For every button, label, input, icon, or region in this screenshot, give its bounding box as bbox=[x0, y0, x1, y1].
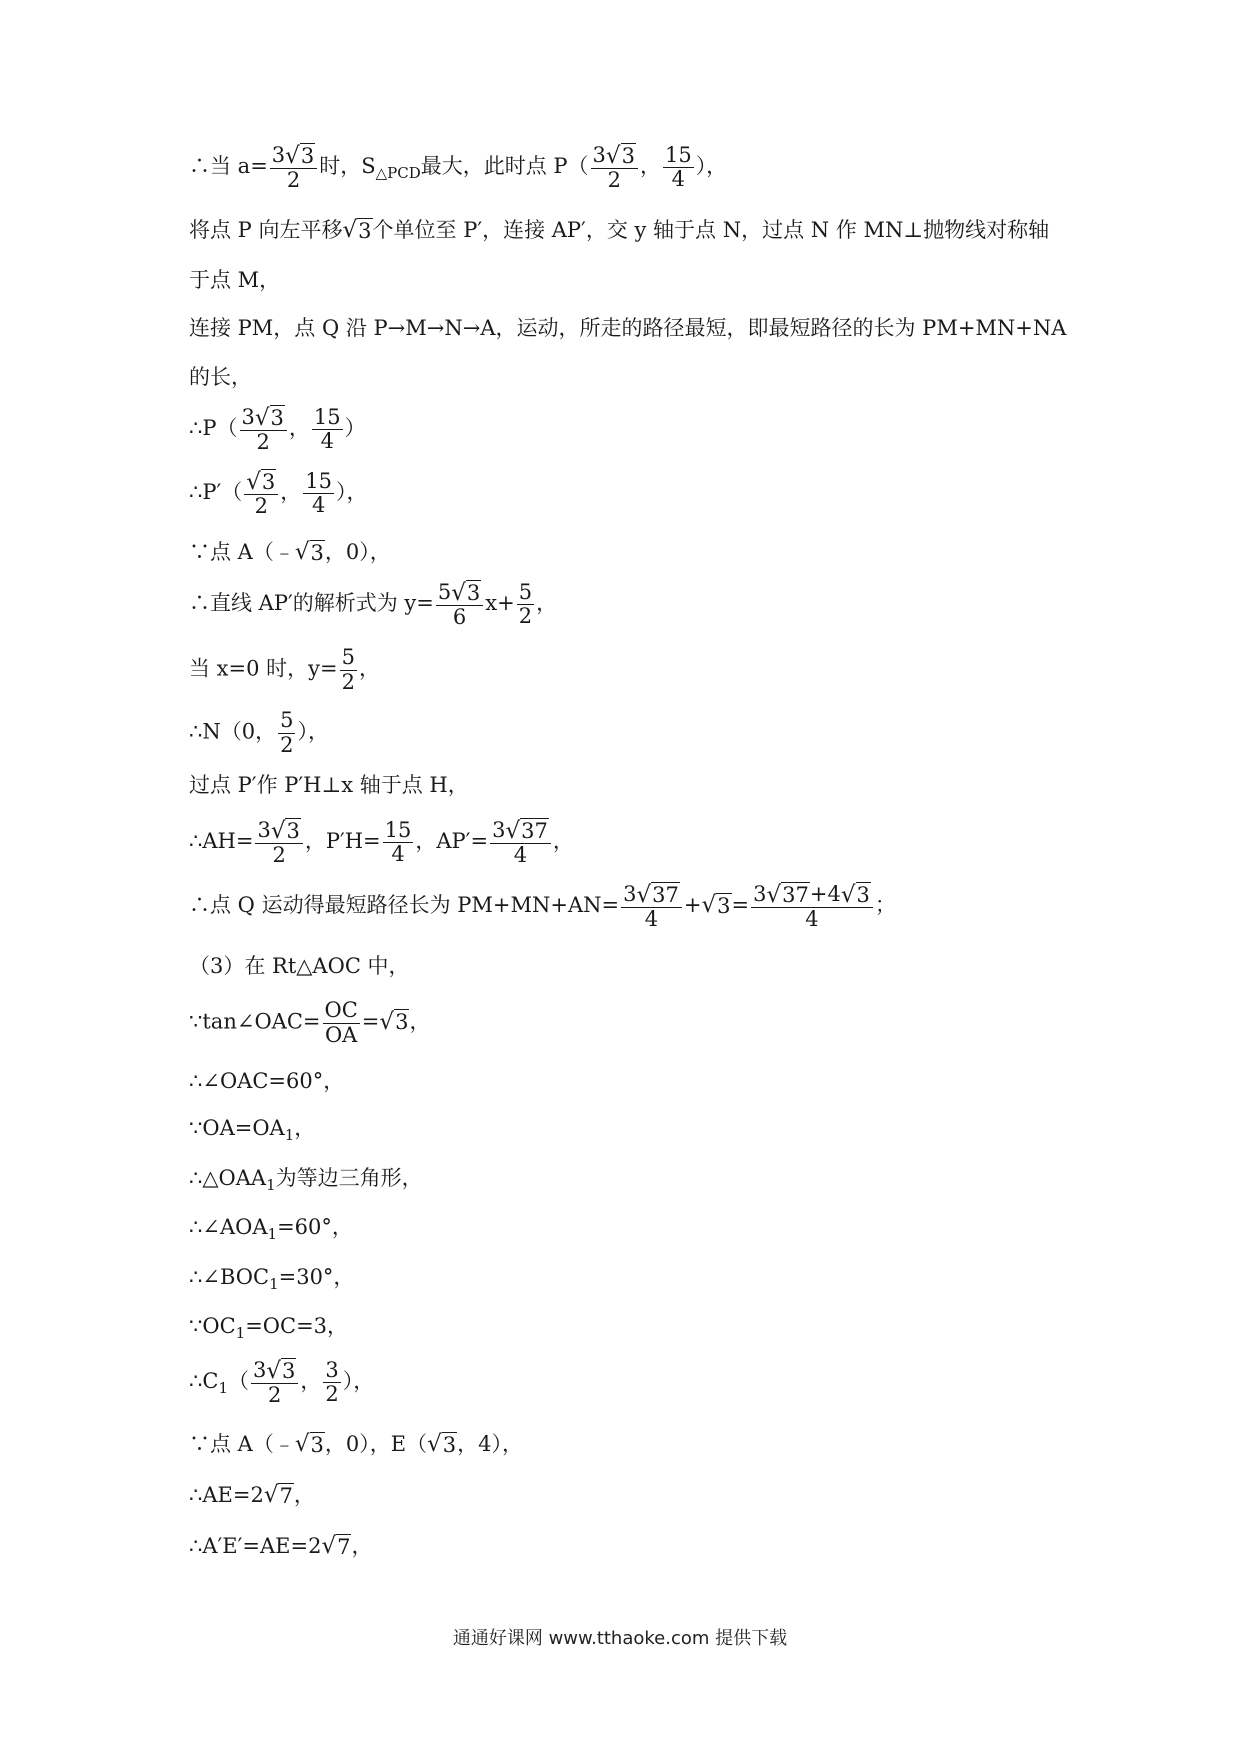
radicand: 3 bbox=[310, 1432, 324, 1457]
fraction bbox=[517, 581, 534, 629]
fraction-denominator: 2 bbox=[280, 732, 294, 757]
text-run: ∴A′E′=AE=2 bbox=[189, 1534, 322, 1559]
coefficient: 3 bbox=[492, 818, 506, 843]
coefficient: 5 bbox=[437, 580, 452, 605]
text-run: ∴∠OAC=60°， bbox=[189, 1068, 345, 1093]
text-run: 时，S bbox=[319, 154, 376, 179]
radical-sign: √ bbox=[294, 1431, 310, 1458]
fraction bbox=[663, 144, 694, 192]
square-root bbox=[266, 1358, 296, 1382]
radical-sign: √ bbox=[451, 579, 466, 606]
solution-line bbox=[189, 469, 1110, 518]
subscript: 1 bbox=[284, 1126, 295, 1145]
fraction-numerator bbox=[255, 818, 302, 844]
numerator-text: 15 bbox=[313, 404, 341, 429]
fraction-numerator bbox=[751, 882, 873, 908]
radical-sign: √ bbox=[505, 817, 521, 844]
fraction-numerator bbox=[436, 580, 483, 606]
square-root bbox=[701, 893, 731, 917]
fraction-numerator bbox=[490, 818, 551, 844]
page-footer: 通通好课网 www.tthaoke.com 提供下载 bbox=[452, 1628, 788, 1649]
text-run: ∴AE=2 bbox=[189, 1483, 264, 1508]
fraction bbox=[591, 143, 638, 192]
radicand: 37 bbox=[521, 819, 548, 844]
fraction-denominator: 4 bbox=[311, 493, 326, 518]
fraction-denominator: 2 bbox=[518, 604, 533, 629]
coefficient: 3 bbox=[753, 882, 767, 907]
radical-sign: √ bbox=[605, 142, 621, 169]
square-root bbox=[342, 218, 372, 242]
fraction-denominator: 4 bbox=[644, 907, 659, 932]
square-root bbox=[295, 540, 325, 564]
radicand: 3 bbox=[282, 1359, 296, 1384]
radicand: 3 bbox=[270, 406, 284, 431]
solution-line bbox=[189, 1267, 1110, 1292]
solution-line bbox=[189, 1068, 1110, 1093]
text-run: + bbox=[683, 893, 702, 918]
solution-line bbox=[189, 1534, 1110, 1558]
coefficient: 3 bbox=[623, 882, 637, 907]
fraction-numerator bbox=[303, 470, 334, 495]
fraction bbox=[751, 882, 873, 931]
coefficient: 3 bbox=[241, 405, 255, 430]
subscript: △PCD bbox=[375, 164, 421, 183]
text-run: ， bbox=[351, 1534, 373, 1559]
solution-line bbox=[189, 1432, 1110, 1456]
radicand: 3 bbox=[717, 894, 731, 919]
numerator-text: 5 bbox=[341, 644, 355, 669]
square-root bbox=[255, 405, 285, 429]
radical-sign: √ bbox=[379, 1008, 395, 1035]
solution-line bbox=[189, 1118, 1110, 1143]
fraction-numerator bbox=[340, 646, 357, 671]
coefficient: 3 bbox=[252, 1358, 267, 1383]
numerator-text: 3 bbox=[325, 1357, 339, 1382]
fraction-numerator bbox=[591, 143, 638, 169]
numerator-text: 5 bbox=[518, 579, 533, 604]
radical-sign: √ bbox=[263, 1482, 279, 1509]
square-root bbox=[295, 1432, 325, 1456]
fraction bbox=[323, 999, 360, 1047]
text-run: ， bbox=[288, 416, 310, 441]
radicand: 3 bbox=[261, 470, 276, 495]
text-run: ； bbox=[874, 893, 896, 918]
radicand: 3 bbox=[358, 218, 372, 243]
radicand: 3 bbox=[286, 819, 300, 844]
text-run: （ bbox=[227, 1369, 249, 1394]
fraction-numerator bbox=[383, 819, 414, 844]
fraction bbox=[621, 882, 682, 931]
coefficient: 3 bbox=[271, 143, 286, 168]
square-root bbox=[636, 882, 679, 906]
text-run: ∴∠BOC bbox=[189, 1265, 270, 1290]
text-run: ∵tan∠OAC= bbox=[189, 1009, 321, 1034]
radicand: 3 bbox=[856, 883, 870, 908]
text-run: 将点 P 向左平移 bbox=[189, 218, 343, 243]
text-run: = bbox=[361, 1009, 380, 1034]
fraction-denominator: 2 bbox=[341, 669, 355, 694]
fraction-numerator bbox=[244, 469, 278, 495]
solution-line bbox=[189, 540, 1110, 564]
fraction bbox=[244, 469, 278, 518]
numerator-text: 15 bbox=[664, 142, 692, 167]
radical-sign: √ bbox=[266, 1357, 282, 1384]
fraction-denominator: 4 bbox=[320, 429, 334, 454]
radicand: 7 bbox=[279, 1483, 293, 1508]
radical-sign: √ bbox=[294, 539, 310, 566]
text-run: ， bbox=[552, 829, 574, 854]
solution-line bbox=[189, 580, 1110, 629]
solution-line bbox=[189, 709, 1110, 757]
radical-sign: √ bbox=[246, 468, 261, 495]
text-run: ）， bbox=[297, 719, 329, 744]
text-run: ， bbox=[536, 591, 558, 616]
fraction-numerator bbox=[312, 406, 343, 431]
fraction bbox=[303, 470, 334, 518]
square-root bbox=[379, 1009, 409, 1033]
solution-line bbox=[189, 999, 1110, 1047]
text-run: ∴AH= bbox=[189, 829, 254, 854]
radicand: 7 bbox=[337, 1534, 351, 1559]
radicand: 3 bbox=[300, 144, 315, 169]
text-run: ，4）， bbox=[457, 1432, 523, 1457]
radical-sign: √ bbox=[427, 1431, 442, 1458]
coefficient: 3 bbox=[257, 818, 271, 843]
text-run: ， bbox=[293, 1483, 315, 1508]
radicand: 3 bbox=[310, 540, 324, 565]
text-run: 个单位至 P′，连接 AP′，交 y 轴于点 N，过点 N 作 MN⊥抛物线对称轴 bbox=[372, 218, 1050, 243]
text-run: ，P′H= bbox=[304, 829, 381, 854]
solution-line bbox=[189, 953, 1110, 978]
radical-sign: √ bbox=[840, 881, 856, 908]
solution-line bbox=[189, 1217, 1110, 1242]
text-run: 为等边三角形， bbox=[275, 1166, 423, 1191]
radicand: 37 bbox=[782, 883, 809, 908]
solution-line bbox=[189, 882, 1110, 931]
fraction-denominator: 4 bbox=[671, 167, 685, 192]
solution-line bbox=[189, 772, 1110, 797]
text-run: （3）在 Rt△AOC 中， bbox=[189, 953, 410, 978]
text-run: ∵OA=OA bbox=[189, 1116, 285, 1141]
text-run: ）， bbox=[695, 154, 728, 179]
text-run: ∴C bbox=[189, 1369, 219, 1394]
fraction-numerator bbox=[663, 144, 694, 169]
solution-line bbox=[189, 405, 1110, 454]
coefficient: 3 bbox=[592, 143, 606, 168]
fraction bbox=[251, 1358, 298, 1407]
fraction-numerator bbox=[270, 143, 317, 169]
text-run: ∴直线 AP′的解析式为 y= bbox=[189, 591, 434, 616]
text-run: ） bbox=[344, 416, 366, 441]
text-run: ∵点 A（﹣ bbox=[189, 1432, 295, 1457]
fraction-denominator: 2 bbox=[286, 168, 301, 193]
text-run: ∵OC bbox=[189, 1314, 236, 1339]
solution-line bbox=[189, 818, 1110, 867]
text-run: ∴P（ bbox=[189, 416, 238, 441]
square-root bbox=[766, 882, 809, 906]
numerator-term: +4 bbox=[809, 882, 841, 907]
numerator-text: 5 bbox=[280, 707, 294, 732]
square-root bbox=[606, 143, 636, 167]
fraction bbox=[340, 646, 357, 694]
numerator-text: OC bbox=[324, 997, 358, 1022]
fraction-numerator bbox=[251, 1358, 298, 1384]
fraction-denominator: 2 bbox=[254, 494, 268, 519]
fraction-numerator bbox=[621, 882, 682, 908]
fraction-denominator: 4 bbox=[391, 842, 405, 867]
text-run: ， bbox=[294, 1116, 316, 1141]
text-run: ∴N（0， bbox=[189, 719, 277, 744]
radicand: 3 bbox=[395, 1010, 409, 1035]
solution-line bbox=[189, 218, 1110, 242]
text-run: 连接 PM，点 Q 沿 P→M→N→A，运动，所走的路径最短，即最短路径的长为 PM+MN+NA bbox=[189, 315, 1067, 340]
text-run: = bbox=[731, 893, 750, 918]
subscript: 1 bbox=[218, 1379, 228, 1398]
text-run: ∴点 Q 运动得最短路径长为 PM+MN+AN= bbox=[189, 893, 620, 918]
text-run: =60°， bbox=[277, 1215, 353, 1240]
square-root bbox=[246, 469, 276, 493]
square-root bbox=[271, 818, 301, 842]
subscript: 1 bbox=[266, 1176, 276, 1195]
text-run: ∴△OAA bbox=[189, 1166, 267, 1191]
radicand: 3 bbox=[466, 581, 481, 606]
text-run: ， bbox=[359, 656, 380, 681]
fraction bbox=[323, 1359, 340, 1407]
fraction bbox=[436, 580, 483, 629]
square-root bbox=[264, 1483, 294, 1507]
radicand: 3 bbox=[621, 144, 635, 169]
solution-line bbox=[189, 646, 1110, 694]
solution-line bbox=[189, 315, 1110, 340]
radicand: 37 bbox=[652, 883, 679, 908]
radicand: 3 bbox=[442, 1432, 457, 1457]
solution-line bbox=[189, 1358, 1110, 1407]
radical-sign: √ bbox=[285, 142, 300, 169]
radical-sign: √ bbox=[701, 892, 717, 919]
fraction-denominator: 2 bbox=[268, 1383, 282, 1408]
text-run: 最大，此时点 P（ bbox=[420, 154, 589, 179]
radical-sign: √ bbox=[321, 1533, 337, 1560]
square-root bbox=[321, 1534, 351, 1558]
solution-line bbox=[189, 1316, 1110, 1341]
text-run: x+ bbox=[485, 591, 515, 616]
fraction-numerator bbox=[323, 1359, 340, 1384]
subscript: 1 bbox=[269, 1275, 279, 1294]
square-root bbox=[451, 580, 481, 604]
radical-sign: √ bbox=[342, 217, 358, 244]
fraction-numerator bbox=[517, 581, 534, 606]
text-run: ， bbox=[280, 480, 302, 505]
fraction bbox=[240, 405, 287, 454]
text-run: ∴∠AOA bbox=[189, 1215, 268, 1240]
text-run: 的长， bbox=[189, 364, 252, 389]
fraction bbox=[255, 818, 302, 867]
fraction bbox=[490, 818, 551, 867]
square-root bbox=[841, 882, 871, 906]
radical-sign: √ bbox=[254, 404, 270, 431]
text-run: ∴P′（ bbox=[189, 480, 243, 505]
text-run: =OC=3， bbox=[245, 1314, 349, 1339]
fraction bbox=[270, 143, 317, 192]
fraction-denominator: 4 bbox=[513, 843, 528, 868]
text-run: 当 x=0 时，y= bbox=[189, 656, 338, 681]
solution-line bbox=[189, 364, 1110, 389]
text-run: ， bbox=[300, 1369, 322, 1394]
solution-line bbox=[189, 1483, 1110, 1507]
fraction-denominator: 2 bbox=[272, 843, 286, 868]
text-run: 过点 P′作 P′H⊥x 轴于点 H， bbox=[189, 772, 469, 797]
numerator-text: 15 bbox=[305, 468, 333, 493]
subscript: 1 bbox=[235, 1324, 246, 1343]
text-run: ，AP′= bbox=[415, 829, 489, 854]
text-run: 于点 M， bbox=[189, 267, 281, 292]
text-run: ，0），E（ bbox=[324, 1432, 428, 1457]
radical-sign: √ bbox=[766, 881, 782, 908]
solution-line bbox=[189, 267, 1110, 292]
fraction-denominator: 6 bbox=[452, 605, 467, 630]
radical-sign: √ bbox=[270, 817, 286, 844]
radical-sign: √ bbox=[636, 881, 652, 908]
text-run: ， bbox=[639, 154, 661, 179]
fraction-denominator: OA bbox=[324, 1022, 358, 1047]
fraction-denominator: 2 bbox=[325, 1382, 339, 1407]
fraction bbox=[278, 709, 295, 757]
text-run: ， bbox=[409, 1009, 431, 1034]
text-run: ∴当 a= bbox=[189, 154, 268, 179]
solution-line bbox=[189, 143, 1110, 192]
fraction-denominator: 2 bbox=[607, 168, 621, 193]
fraction-numerator bbox=[240, 405, 287, 431]
square-root bbox=[505, 818, 548, 842]
fraction bbox=[383, 819, 414, 867]
text-run: ）， bbox=[342, 1369, 375, 1394]
fraction-denominator: 2 bbox=[256, 430, 270, 455]
square-root bbox=[427, 1432, 457, 1456]
text-run: ∵点 A（﹣ bbox=[189, 540, 295, 565]
subscript: 1 bbox=[267, 1225, 278, 1244]
square-root bbox=[285, 143, 315, 167]
fraction-numerator bbox=[278, 709, 295, 734]
numerator-text: 15 bbox=[384, 817, 412, 842]
fraction-numerator bbox=[323, 999, 360, 1024]
text-run: =30°， bbox=[278, 1265, 355, 1290]
fraction-denominator: 4 bbox=[805, 907, 819, 932]
solution-line bbox=[189, 1168, 1110, 1193]
text-run: ）， bbox=[336, 480, 368, 505]
fraction bbox=[312, 406, 343, 454]
text-run: ，0）， bbox=[324, 540, 391, 565]
